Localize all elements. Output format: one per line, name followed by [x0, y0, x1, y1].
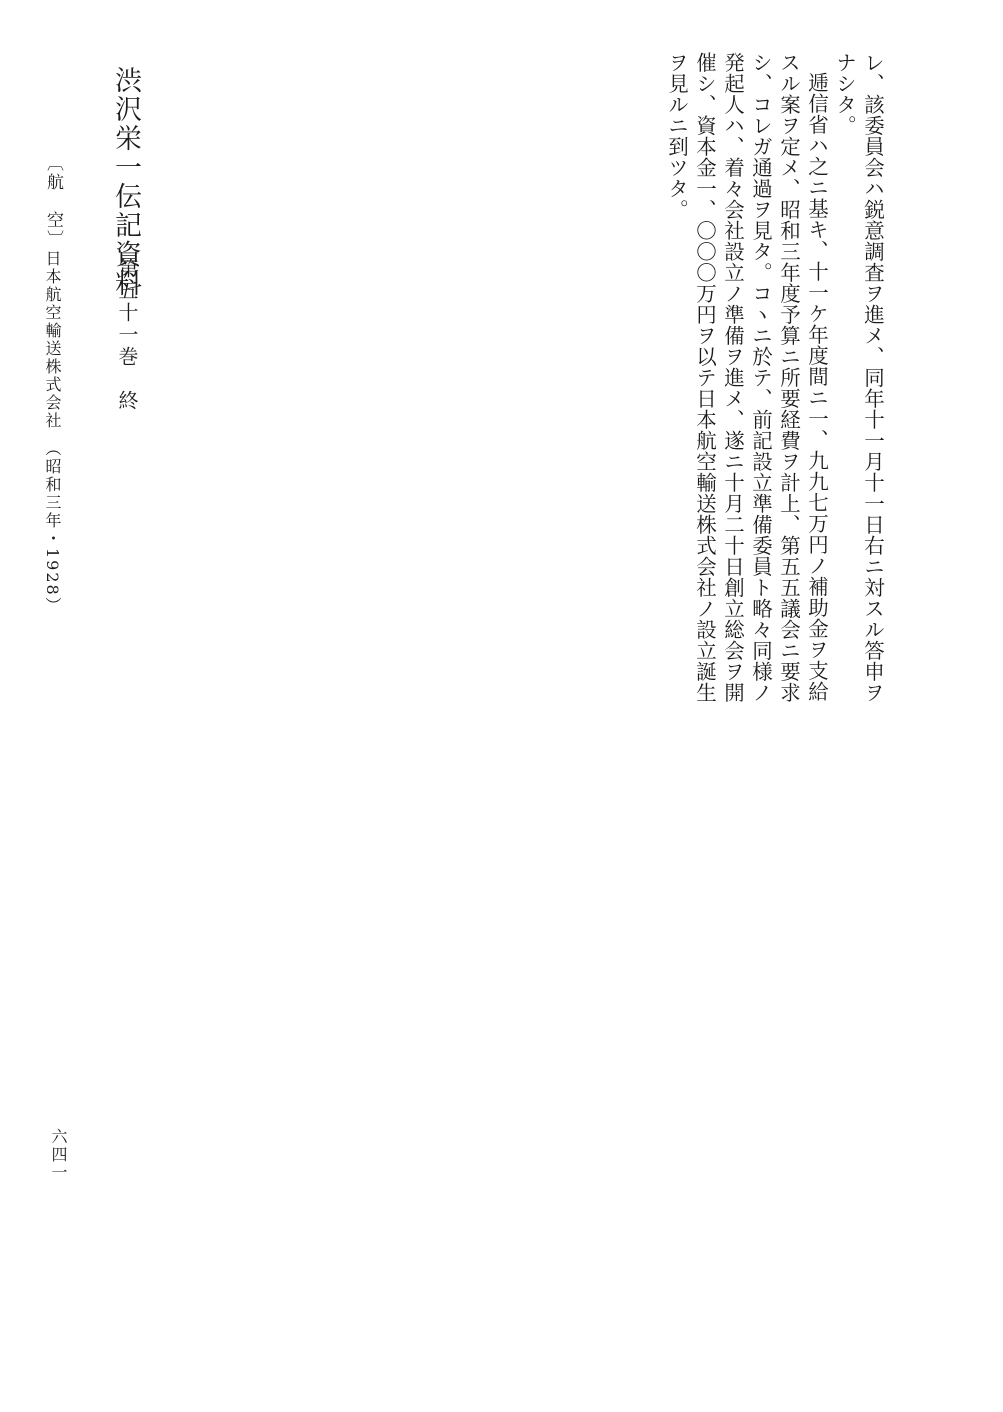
- page-number: 六四一: [49, 1128, 68, 1182]
- body-line: ナシタ。: [832, 52, 857, 136]
- volume-end-label: 第五十一巻 終: [115, 258, 139, 412]
- volume-title: 渋沢栄一伝記資料: [110, 66, 141, 298]
- body-line: シ、コレガ通過ヲ見タ。コヽニ於テ、前記設立準備委員ト略々同様ノ: [748, 52, 773, 703]
- section-label: 〔航 空〕: [43, 154, 63, 249]
- body-line: レ、該委員会ハ鋭意調査ヲ進メ、同年十一月十一日右ニ対スル答申ヲ: [860, 52, 885, 703]
- running-head: 日本航空輸送株式会社 （昭和三年・1928）: [43, 250, 62, 615]
- body-line: スル案ヲ定メ、昭和三年度予算ニ所要経費ヲ計上、第五五議会ニ要求: [776, 52, 801, 703]
- body-line: 催シ、資本金一、〇〇〇万円ヲ以テ日本航空輸送株式会社ノ設立誕生: [692, 52, 717, 703]
- body-line: ヲ見ルニ到ツタ。: [664, 52, 689, 220]
- body-line: 逓信省ハ之ニ基キ、十一ケ年度間ニ一、九九七万円ノ補助金ヲ支給: [804, 72, 829, 702]
- body-line: 発起人ハ、着々会社設立ノ準備ヲ進メ、遂ニ十月二十日創立総会ヲ開: [720, 52, 745, 703]
